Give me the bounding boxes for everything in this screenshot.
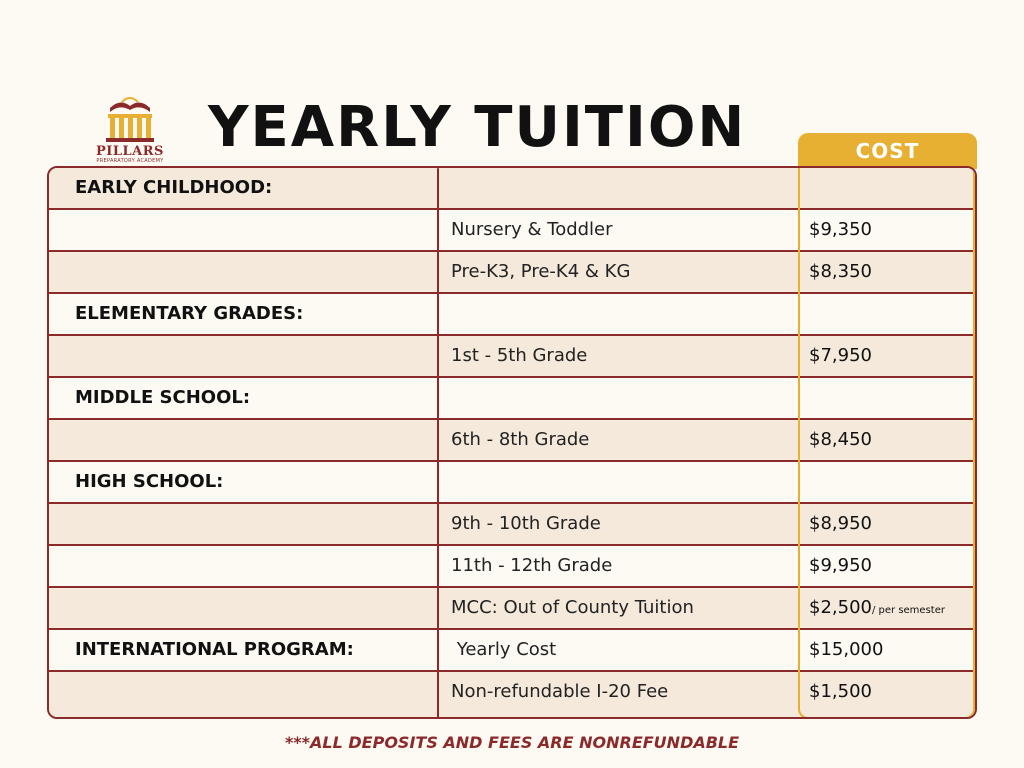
- cost-column-header: COST: [798, 133, 977, 169]
- category-label: INTERNATIONAL PROGRAM:: [75, 639, 354, 660]
- cost-value: $7,950: [809, 345, 872, 366]
- category-label: EARLY CHILDHOOD:: [75, 177, 273, 198]
- cost-value: $8,450: [809, 429, 872, 450]
- table-row: [49, 672, 975, 719]
- cost-value: $8,350: [809, 261, 872, 282]
- cost-value: $2,500/ per semester: [809, 597, 945, 618]
- cost-value: $8,950: [809, 513, 872, 534]
- table-row: [49, 294, 975, 336]
- category-label: MIDDLE SCHOOL:: [75, 387, 251, 408]
- table-row: [49, 420, 975, 462]
- category-label: HIGH SCHOOL:: [75, 471, 224, 492]
- page-title: YEARLY TUITION: [208, 95, 747, 160]
- cost-value: $9,350: [809, 219, 872, 240]
- per-semester-note: / per semester: [871, 605, 945, 616]
- item-label: 6th - 8th Grade: [451, 429, 590, 450]
- table-row: [49, 168, 975, 210]
- table-row: [49, 588, 975, 630]
- table-row: [49, 252, 975, 294]
- table-row: [49, 546, 975, 588]
- table-row: [49, 336, 975, 378]
- item-label: Yearly Cost: [451, 639, 557, 660]
- pillars-logo-icon: [92, 94, 168, 144]
- item-label: Non-refundable I-20 Fee: [451, 681, 669, 702]
- cost-value: $9,950: [809, 555, 872, 576]
- item-label: Pre-K3, Pre-K4 & KG: [451, 261, 631, 282]
- item-label: 9th - 10th Grade: [451, 513, 601, 534]
- cost-value: $15,000: [809, 639, 884, 660]
- tuition-table: [47, 166, 977, 719]
- column-divider: [437, 168, 439, 719]
- logo-subtitle: PREPARATORY ACADEMY: [96, 158, 164, 164]
- logo-name: PILLARS: [96, 144, 164, 159]
- item-label: 11th - 12th Grade: [451, 555, 613, 576]
- logo: [92, 94, 168, 166]
- item-label: 1st - 5th Grade: [451, 345, 588, 366]
- table-row: [49, 504, 975, 546]
- cost-value: $1,500: [809, 681, 872, 702]
- category-label: ELEMENTARY GRADES:: [75, 303, 304, 324]
- footnote: ***ALL DEPOSITS AND FEES ARE NONREFUNDABLE: [284, 733, 740, 752]
- item-label: Nursery & Toddler: [451, 219, 613, 240]
- table-row: [49, 630, 975, 672]
- table-row: [49, 378, 975, 420]
- table-row: [49, 462, 975, 504]
- table-row: [49, 210, 975, 252]
- item-label: MCC: Out of County Tuition: [451, 597, 694, 618]
